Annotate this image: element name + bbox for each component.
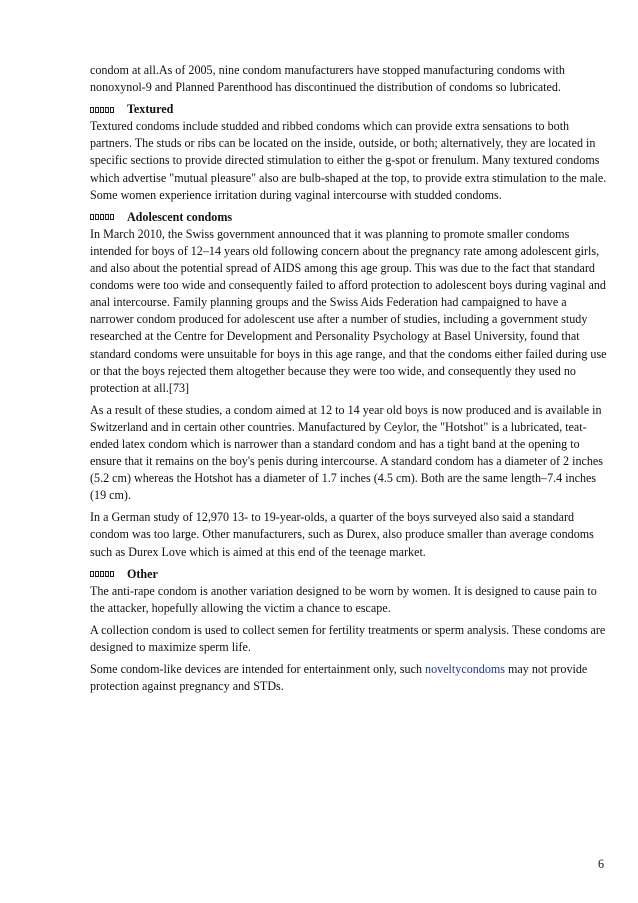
page-number: 6: [597, 857, 604, 871]
section-heading-other: [90, 566, 608, 583]
heading-text: Other: [126, 566, 158, 581]
heading-text: Adolescent condoms: [126, 209, 233, 224]
missing-glyph-icon: [90, 107, 114, 113]
adolescent-paragraph-1: In March 2010, the Swiss government announced that it was planning to promote smaller condoms intended for boys of 12–14 years old following concern about the pregnancy rate among adolescent girls, and also about the potential spread of AIDS among this age group. This was due to the fact that standard condoms were too wide and consequently failed to afford protection to adolescent boys during vaginal and anal intercourse. Family planning groups and the Swiss Aids Federation had campaigned to have a narrower condom produced for adolescent use after a number of studies, including a government study researched at the Centre for Development and Personality Psychology at Basel University, found that standard condoms were unsuitable for boys in this age range, and that the condoms either failed during use or that the boys rejected them altogether because they were too wide, and consequently they used no protection at all.[73]: [90, 226, 607, 395]
adolescent-paragraph-2: As a result of these studies, a condom aimed at 12 to 14 year old boys is now produced and is available in Switzerland and in certain other countries. Manufactured by Ceylor, the "Hotshot" is a lubricated, teat-ended latex condom which is narrower than a standard condom and has a tight band at the opening to ensure that it remains on the boy's penis during intercourse. A standard condom has a diameter of 2 inches (5.2 cm) whereas the Hotshot has a diameter of 1.7 inches (4.5 cm). Both are the same length–7.4 inches (19 cm).: [90, 402, 604, 503]
text-run: may not provide protection against pregnancy and STDs.: [90, 662, 588, 694]
section-heading-adolescent: [90, 209, 608, 226]
page-content: [90, 62, 608, 700]
adolescent-paragraph-3: In a German study of 12,970 13- to 19-year-olds, a quarter of the boys surveyed also said a standard condom was too large. Other manufacturers, such as Durex, also produce smaller than average condoms such as Durex Love which is aimed at this end of the teenage market.: [90, 510, 594, 559]
intro-paragraph: condom at all.As of 2005, nine condom manufacturers have stopped manufacturing condoms with nonoxynol-9 and Planned Parenthood has discontinued the distribution of condoms so lubricated.: [90, 63, 565, 95]
other-paragraph-2: A collection condom is used to collect semen for fertility treatments or sperm analysis. These condoms are designed to maximize sperm life.: [90, 622, 606, 654]
textured-paragraph: Textured condoms include studded and ribbed condoms which can provide extra sensations to both partners. The studs or ribs can be located on the inside, outside, or both; alternatively, they are located in specific sections to provide directed stimulation to either the g-spot or frenulum. Many textured condoms which advertise "mutual pleasure" also are bulb-shaped at the top, to provide extra stimulation to the male. Some women experience irritation during vaginal intercourse with studded condoms.: [90, 119, 607, 202]
other-paragraph-3: [90, 661, 608, 695]
section-heading-textured: [90, 101, 608, 118]
heading-text: Textured: [126, 102, 174, 117]
text-run: Some condom-like devices are intended for entertainment only, such: [90, 662, 426, 677]
missing-glyph-icon: [90, 214, 114, 220]
other-paragraph-1: The anti-rape condom is another variation designed to be worn by women. It is designed to cause pain to the attacker, hopefully allowing the victim a chance to escape.: [90, 583, 597, 615]
novelty-condoms-link[interactable]: noveltycondoms: [425, 662, 505, 677]
missing-glyph-icon: [90, 571, 114, 577]
